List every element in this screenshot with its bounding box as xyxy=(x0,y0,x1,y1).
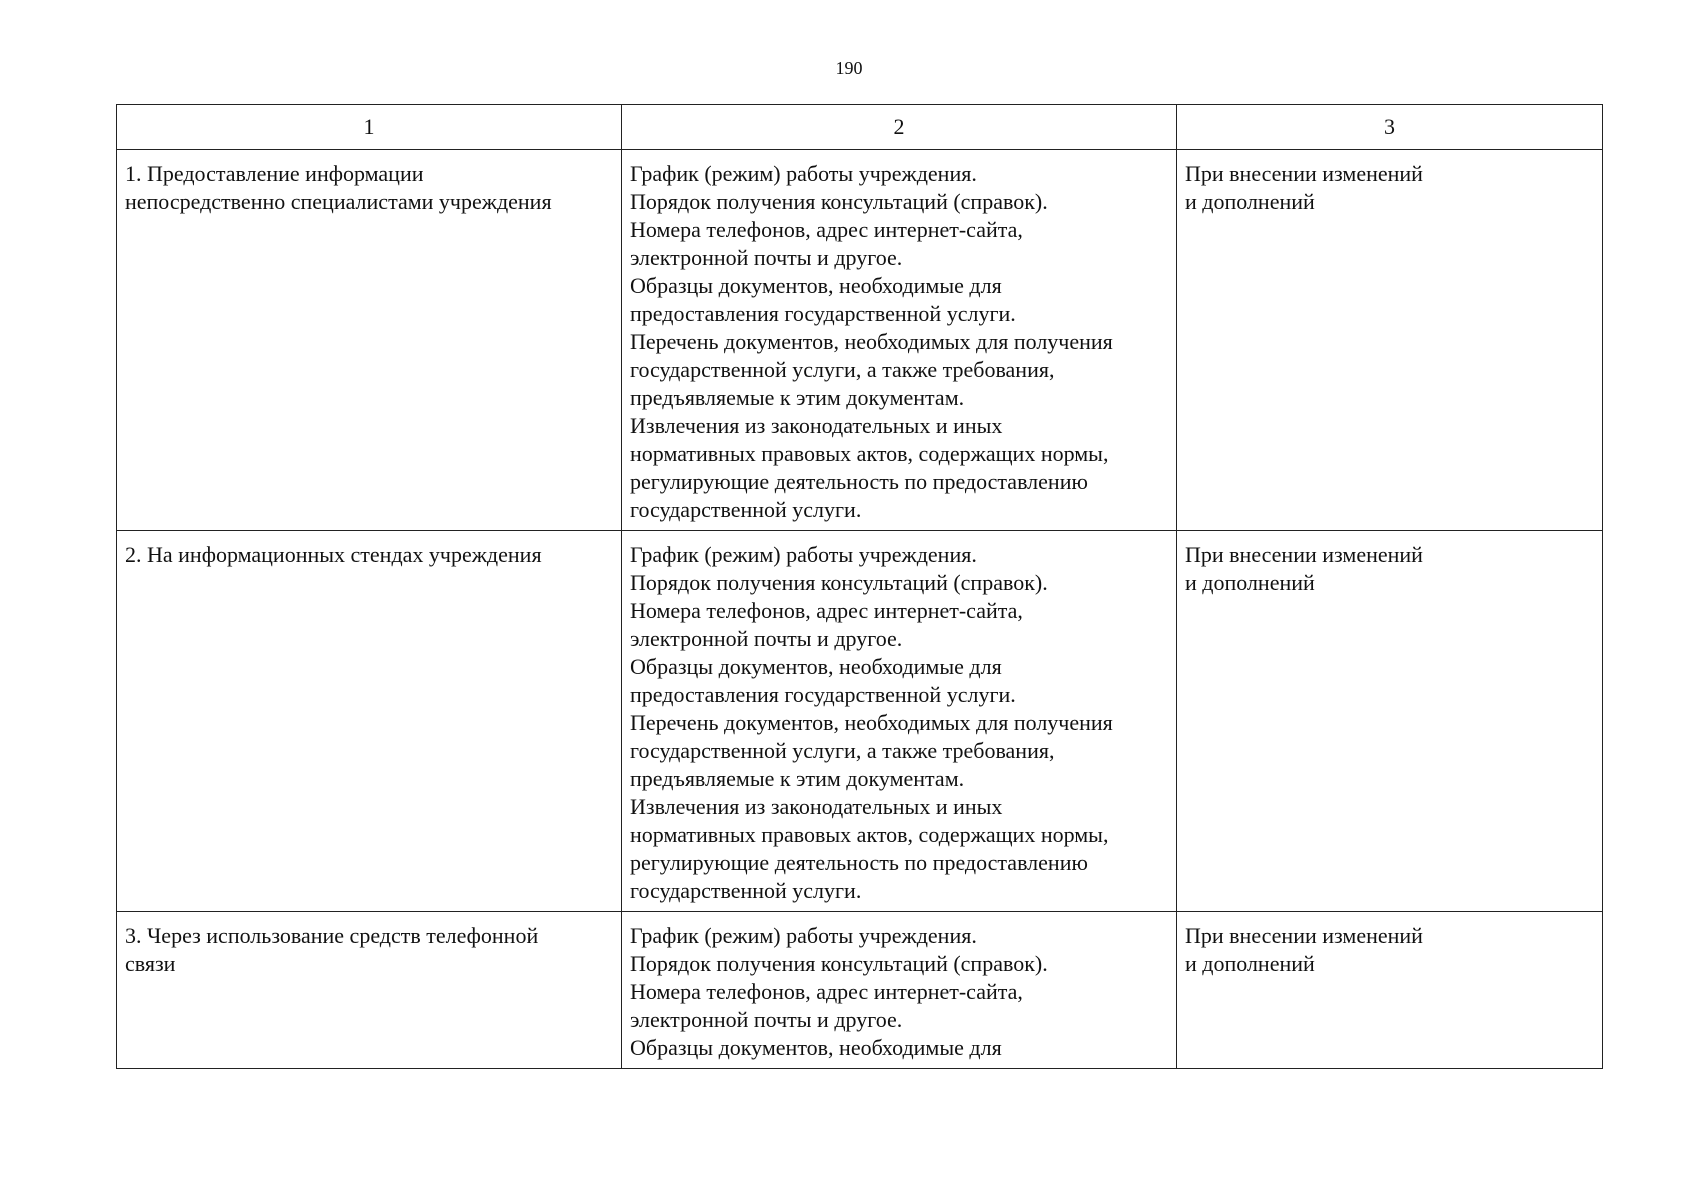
text-line: Номера телефонов, адрес интернет-сайта, xyxy=(630,979,1023,1004)
method-cell xyxy=(117,150,622,531)
text-line: При внесении изменений xyxy=(1185,161,1423,186)
text-line: электронной почты и другое. xyxy=(630,626,903,651)
text-line: При внесении изменений xyxy=(1185,542,1423,567)
text-line: предоставления государственной услуги. xyxy=(630,301,1016,326)
text-line: государственной услуги. xyxy=(630,497,862,522)
text-line: 2. На информационных стендах учреждения xyxy=(125,542,542,567)
text-line: График (режим) работы учреждения. xyxy=(630,542,977,567)
method-cell xyxy=(117,912,622,1069)
text-line: Порядок получения консультаций (справок). xyxy=(630,570,1048,595)
update-frequency-cell xyxy=(1177,531,1603,912)
table-row xyxy=(117,912,1603,1069)
text-line: связи xyxy=(125,951,176,976)
text-line: 3. Через использование средств телефонной xyxy=(125,923,539,948)
text-line: предъявляемые к этим документам. xyxy=(630,385,965,410)
text-line: Образцы документов, необходимые для xyxy=(630,273,1002,298)
text-line: и дополнений xyxy=(1185,570,1315,595)
text-line: Извлечения из законодательных и иных xyxy=(630,794,1003,819)
method-cell xyxy=(117,531,622,912)
text-line: нормативных правовых актов, содержащих нормы, xyxy=(630,822,1109,847)
page-number: 190 xyxy=(835,58,863,78)
text-line: Извлечения из законодательных и иных xyxy=(630,413,1003,438)
text-line: Порядок получения консультаций (справок). xyxy=(630,189,1048,214)
text-line: При внесении изменений xyxy=(1185,923,1423,948)
info-table xyxy=(116,104,1603,1069)
text-line: государственной услуги, а также требования, xyxy=(630,357,1055,382)
text-line: и дополнений xyxy=(1185,951,1315,976)
text-line: государственной услуги, а также требования, xyxy=(630,738,1055,763)
text-line: предъявляемые к этим документам. xyxy=(630,766,965,791)
column-header-2: 2 xyxy=(622,105,1177,150)
table-row xyxy=(117,150,1603,531)
table-header-row xyxy=(117,105,1603,150)
table-row xyxy=(117,531,1603,912)
text-line: Перечень документов, необходимых для получения xyxy=(630,710,1113,735)
text-line: электронной почты и другое. xyxy=(630,245,903,270)
text-line: График (режим) работы учреждения. xyxy=(630,923,977,948)
text-line: непосредственно специалистами учреждения xyxy=(125,189,552,214)
text-line: График (режим) работы учреждения. xyxy=(630,161,977,186)
text-line: 1. Предоставление информации xyxy=(125,161,424,186)
text-line: регулирующие деятельность по предоставлению xyxy=(630,469,1088,494)
update-frequency-cell xyxy=(1177,912,1603,1069)
content-cell xyxy=(622,912,1177,1069)
text-line: государственной услуги. xyxy=(630,878,862,903)
text-line: Номера телефонов, адрес интернет-сайта, xyxy=(630,598,1023,623)
text-line: Порядок получения консультаций (справок). xyxy=(630,951,1048,976)
column-header-3: 3 xyxy=(1177,105,1603,150)
content-cell xyxy=(622,150,1177,531)
text-line: регулирующие деятельность по предоставлению xyxy=(630,850,1088,875)
content-cell xyxy=(622,531,1177,912)
text-line: Образцы документов, необходимые для xyxy=(630,654,1002,679)
text-line: и дополнений xyxy=(1185,189,1315,214)
column-header-1: 1 xyxy=(117,105,622,150)
text-line: электронной почты и другое. xyxy=(630,1007,903,1032)
text-line: Номера телефонов, адрес интернет-сайта, xyxy=(630,217,1023,242)
text-line: предоставления государственной услуги. xyxy=(630,682,1016,707)
text-line: Образцы документов, необходимые для xyxy=(630,1035,1002,1060)
update-frequency-cell xyxy=(1177,150,1603,531)
text-line: нормативных правовых актов, содержащих нормы, xyxy=(630,441,1109,466)
text-line: Перечень документов, необходимых для получения xyxy=(630,329,1113,354)
